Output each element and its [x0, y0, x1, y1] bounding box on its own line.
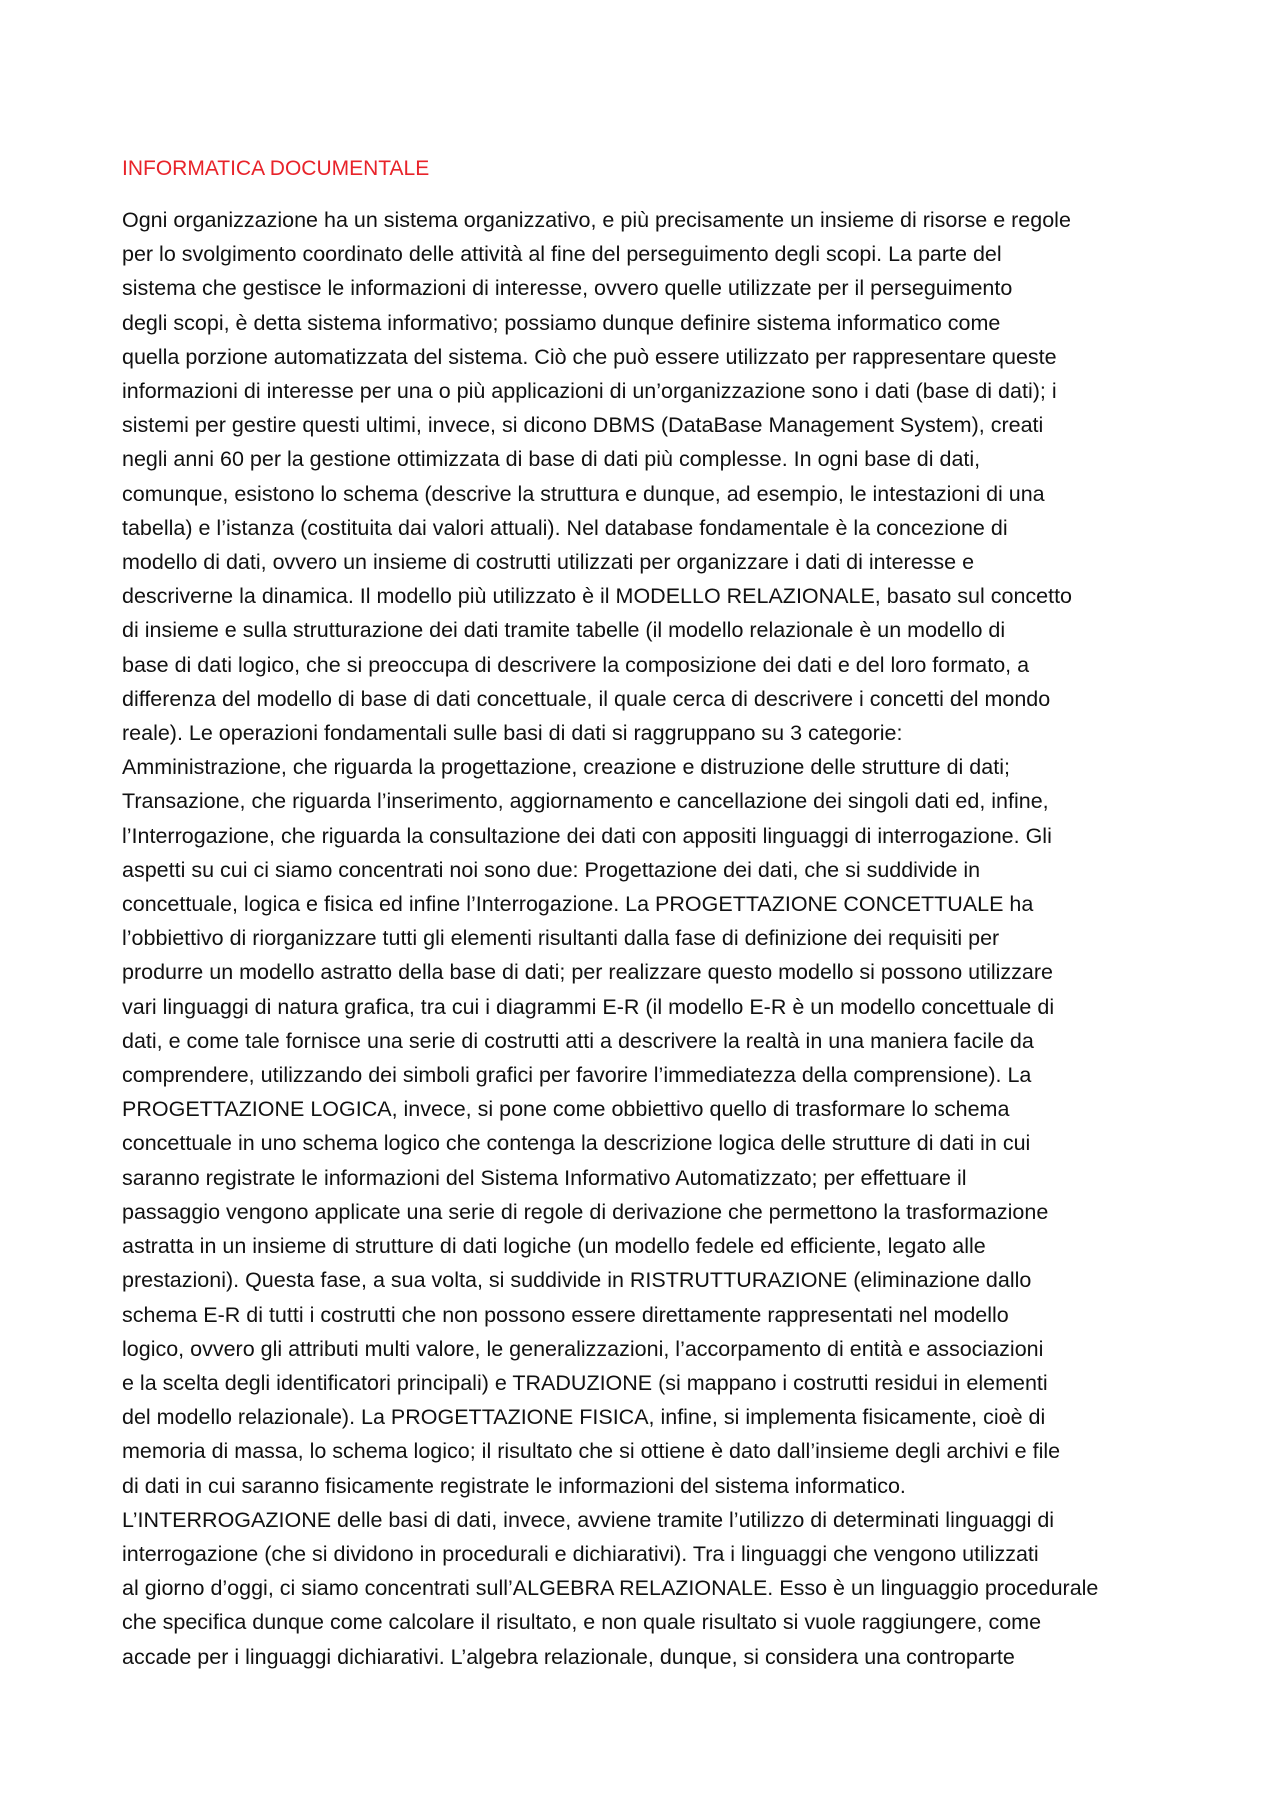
body-text-line: modello di dati, ovvero un insieme di costrutti utilizzati per organizzare i dati di interesse e	[122, 550, 975, 575]
body-text-line: tabella) e l’istanza (costituita dai valori attuali). Nel database fondamentale è la concezione di	[122, 515, 1008, 540]
body-text-line: comprendere, utilizzando dei simboli grafici per favorire l’immediatezza della comprensione). La	[122, 1063, 1032, 1088]
body-text-line: Transazione, che riguarda l’inserimento, aggiornamento e cancellazione dei singoli dati ed, infine,	[122, 789, 1049, 814]
body-text-line: di dati in cui saranno fisicamente registrate le informazioni del sistema informatico.	[122, 1473, 906, 1498]
body-text-line: base di dati logico, che si preoccupa di descrivere la composizione dei dati e del loro formato, a	[122, 652, 1030, 677]
body-text-line: dati, e come tale fornisce una serie di costrutti atti a descrivere la realtà in una maniera facile da	[122, 1028, 1034, 1053]
body-text-line: l’obbiettivo di riorganizzare tutti gli elementi risultanti dalla fase di definizione dei requisiti per	[122, 926, 1000, 951]
body-text-line: interrogazione (che si dividono in procedurali e dichiarativi). Tra i linguaggi che vengono utilizzati	[122, 1541, 1039, 1566]
body-text-line: memoria di massa, lo schema logico; il risultato che si ottiene è dato dall’insieme degli archivi e file	[122, 1439, 1061, 1464]
body-text-line: e la scelta degli identificatori principali) e TRADUZIONE (si mappano i costrutti residui in elementi	[122, 1370, 1048, 1395]
body-text-line: sistema che gestisce le informazioni di interesse, ovvero quelle utilizzate per il perseguimento	[122, 276, 1013, 301]
body-text-line: del modello relazionale). La PROGETTAZIONE FISICA, infine, si implementa fisicamente, cioè di	[122, 1405, 1046, 1430]
body-text-line: differenza del modello di base di dati concettuale, il quale cerca di descrivere i concetti del mondo	[122, 686, 1051, 711]
body-text-line: astratta in un insieme di strutture di dati logiche (un modello fedele ed efficiente, legato alle	[122, 1234, 986, 1259]
body-text-line: produrre un modello astratto della base di dati; per realizzare questo modello si possono utilizzare	[122, 960, 1053, 985]
body-text-line: che specifica dunque come calcolare il risultato, e non quale risultato si vuole raggiungere, come	[122, 1610, 1042, 1635]
document-title: INFORMATICA DOCUMENTALE	[122, 157, 430, 180]
body-text-line: schema E-R di tutti i costrutti che non possono essere direttamente rappresentati nel modello	[122, 1302, 1009, 1327]
body-text-line: comunque, esistono lo schema (descrive la struttura e dunque, ad esempio, le intestazioni di una	[122, 481, 1045, 506]
body-text-line: Ogni organizzazione ha un sistema organizzativo, e più precisamente un insieme di risorse e regole	[122, 208, 1071, 232]
body-text-line: accade per i linguaggi dichiarativi. L’algebra relazionale, dunque, si considera una controparte	[122, 1644, 1015, 1669]
body-text-line: l’Interrogazione, che riguarda la consultazione dei dati con appositi linguaggi di interrogazione. Gli	[122, 823, 1052, 848]
document-content	[122, 154, 1164, 1674]
body-text-line: quella porzione automatizzata del sistema. Ciò che può essere utilizzato per rappresentare queste	[122, 344, 1057, 369]
body-text-line: passaggio vengono applicate una serie di regole di derivazione che permettono la trasformazione	[122, 1199, 1049, 1224]
body-text-line: concettuale in uno schema logico che contenga la descrizione logica delle strutture di dati in cui	[122, 1131, 1031, 1156]
body-text-line: logico, ovvero gli attributi multi valore, le generalizzazioni, l’accorpamento di entità e associazioni	[122, 1336, 1044, 1361]
body-text-line: sistemi per gestire questi ultimi, invece, si dicono DBMS (DataBase Management System), creati	[122, 413, 1044, 438]
body-text-line: aspetti su cui ci siamo concentrati noi sono due: Progettazione dei dati, che si suddivide in	[122, 857, 981, 882]
body-text-line: prestazioni). Questa fase, a sua volta, si suddivide in RISTRUTTURAZIONE (eliminazione dallo	[122, 1268, 1032, 1293]
body-text-line: per lo svolgimento coordinato delle attività al fine del perseguimento degli scopi. La parte del	[122, 242, 1002, 267]
body-text-line: L’INTERROGAZIONE delle basi di dati, invece, avviene tramite l’utilizzo di determinati linguaggi di	[122, 1507, 1055, 1532]
body-text-line: vari linguaggi di natura grafica, tra cui i diagrammi E-R (il modello E-R è un modello concettuale di	[122, 994, 1055, 1019]
body-text-line: degli scopi, è detta sistema informativo; possiamo dunque definire sistema informatico come	[122, 310, 1001, 335]
body-text-line: al giorno d’oggi, ci siamo concentrati sull’ALGEBRA RELAZIONALE. Esso è un linguaggio procedurale	[122, 1576, 1099, 1601]
body-text-line: Amministrazione, che riguarda la progettazione, creazione e distruzione delle strutture di dati;	[122, 755, 1010, 780]
body-text-line: negli anni 60 per la gestione ottimizzata di base di dati più complesse. In ogni base di dati,	[122, 447, 981, 472]
document-body	[122, 203, 1164, 1674]
body-text-line: di insieme e sulla strutturazione dei dati tramite tabelle (il modello relazionale è un modello di	[122, 618, 1006, 643]
body-text-line: descriverne la dinamica. Il modello più utilizzato è il MODELLO RELAZIONALE, basato sul concetto	[122, 584, 1073, 609]
body-text-line: reale). Le operazioni fondamentali sulle basi di dati si raggruppano su 3 categorie:	[122, 721, 903, 746]
body-text-line: PROGETTAZIONE LOGICA, invece, si pone come obbiettivo quello di trasformare lo schema	[122, 1097, 1010, 1122]
body-text-line: concettuale, logica e fisica ed infine l’Interrogazione. La PROGETTAZIONE CONCETTUALE ha	[122, 892, 1034, 917]
body-text-line: saranno registrate le informazioni del Sistema Informativo Automatizzato; per effettuare il	[122, 1165, 967, 1190]
body-text-line: informazioni di interesse per una o più applicazioni di un’organizzazione sono i dati (base di dati); i	[122, 379, 1057, 404]
